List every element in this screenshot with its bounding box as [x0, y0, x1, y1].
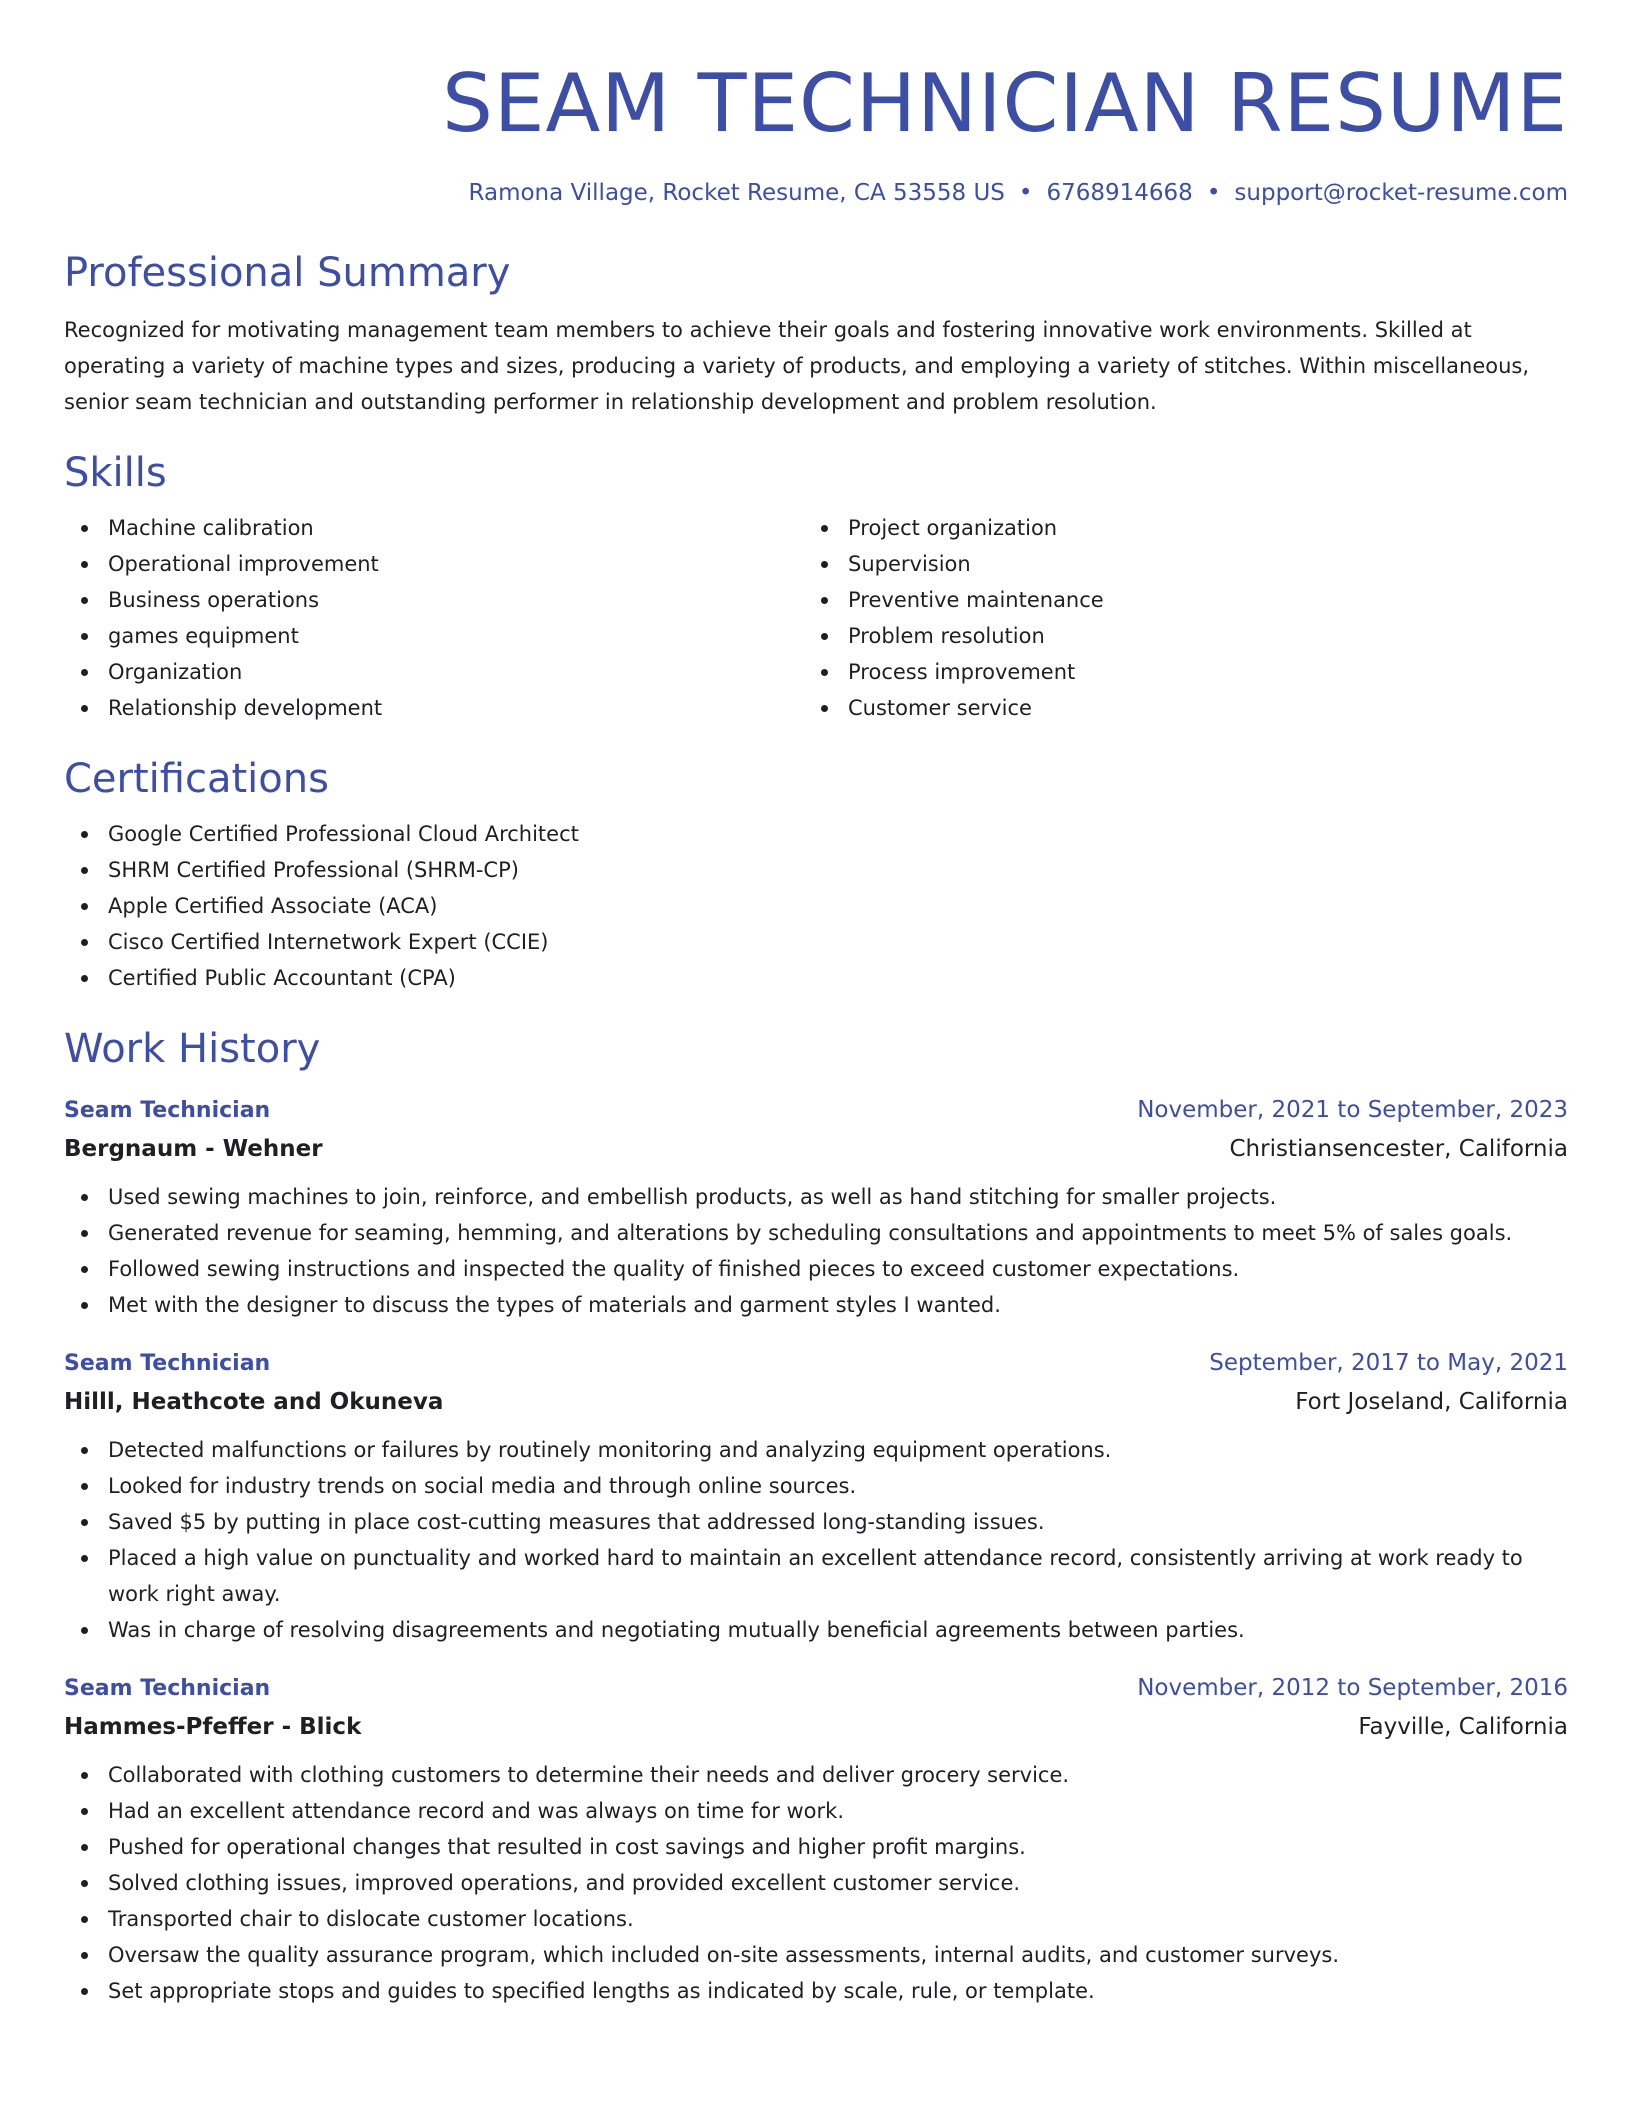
skill-item: Business operations: [64, 582, 804, 618]
job-entry: [64, 1092, 1568, 1323]
skill-item: Operational improvement: [64, 546, 804, 582]
contact-separator: •: [1206, 180, 1221, 206]
skill-item: Project organization: [804, 510, 1568, 546]
skill-item: games equipment: [64, 618, 804, 654]
job-company-row: [64, 1382, 1568, 1422]
work-history-heading: Work History: [64, 1026, 321, 1072]
professional-summary-section: [64, 248, 1568, 420]
job-location: Christiansencester, California: [1229, 1136, 1568, 1162]
skill-item: Supervision: [804, 546, 1568, 582]
job-duty: Looked for industry trends on social media and through online sources.: [64, 1468, 1568, 1504]
certifications-list: [64, 816, 1568, 996]
resume-header: [64, 56, 1568, 208]
resume-title: SEAM TECHNICIAN RESUME: [442, 57, 1568, 150]
job-duty: Placed a high value on punctuality and worked hard to maintain an excellent attendance record, consistently arriving at work ready to work right away.: [64, 1540, 1568, 1612]
job-title-row: [64, 1670, 1568, 1707]
skill-item: Process improvement: [804, 654, 1568, 690]
job-location: Fayville, California: [1358, 1714, 1568, 1740]
job-location: Fort Joseland, California: [1295, 1389, 1568, 1415]
job-title: Seam Technician: [64, 1676, 271, 1701]
contact-email[interactable]: support@rocket-resume.com: [1234, 180, 1568, 206]
skills-section: [64, 448, 1568, 726]
job-duties-list: [64, 1757, 1568, 2009]
job-duty: Met with the designer to discuss the types of materials and garment styles I wanted.: [64, 1287, 1568, 1323]
job-duty: Saved $5 by putting in place cost-cutting measures that addressed long-standing issues.: [64, 1504, 1568, 1540]
job-duty: Generated revenue for seaming, hemming, and alterations by scheduling consultations and appointments to meet 5% of sales goals.: [64, 1215, 1568, 1251]
job-company-row: [64, 1129, 1568, 1169]
certifications-heading: Certifications: [64, 756, 329, 802]
job-entry: [64, 1670, 1568, 2009]
certification-item: Certified Public Accountant (CPA): [64, 960, 1568, 996]
skills-heading: Skills: [64, 450, 167, 496]
job-company-row: [64, 1707, 1568, 1747]
contact-phone[interactable]: 6768914668: [1046, 180, 1193, 206]
job-duty: Solved clothing issues, improved operations, and provided excellent customer service.: [64, 1865, 1568, 1901]
job-company: Hammes-Pfeffer - Blick: [64, 1714, 362, 1740]
skills-grid: [64, 510, 1568, 726]
job-duties-list: [64, 1179, 1568, 1323]
skill-item: Relationship development: [64, 690, 804, 726]
summary-heading: Professional Summary: [64, 250, 511, 296]
skill-item: Customer service: [804, 690, 1568, 726]
job-entry: [64, 1345, 1568, 1648]
skills-list-left: [64, 510, 804, 726]
job-duty: Pushed for operational changes that resulted in cost savings and higher profit margins.: [64, 1829, 1568, 1865]
job-dates: November, 2012 to September, 2016: [1137, 1675, 1568, 1701]
certification-item: Apple Certified Associate (ACA): [64, 888, 1568, 924]
skill-item: Machine calibration: [64, 510, 804, 546]
summary-text: Recognized for motivating management team members to achieve their goals and fostering innovative work environments. Skilled at operating a variety of machine types and sizes, producing a variety of products, and employing a variety of stitches. Within miscellaneous, senior seam technician and outstanding performer in relationship development and problem resolution.: [64, 318, 1530, 414]
job-duty: Detected malfunctions or failures by routinely monitoring and analyzing equipment operations.: [64, 1432, 1568, 1468]
job-duty: Set appropriate stops and guides to specified lengths as indicated by scale, rule, or template.: [64, 1973, 1568, 2009]
job-duty: Transported chair to dislocate customer locations.: [64, 1901, 1568, 1937]
contact-address: Ramona Village, Rocket Resume, CA 53558 US: [468, 180, 1005, 206]
skill-item: Preventive maintenance: [804, 582, 1568, 618]
certifications-section: [64, 754, 1568, 996]
contact-line: [64, 178, 1568, 208]
job-duty: Collaborated with clothing customers to determine their needs and deliver grocery service.: [64, 1757, 1568, 1793]
job-duty: Followed sewing instructions and inspected the quality of finished pieces to exceed customer expectations.: [64, 1251, 1568, 1287]
job-title-row: [64, 1345, 1568, 1382]
job-duties-list: [64, 1432, 1568, 1648]
job-title: Seam Technician: [64, 1098, 271, 1123]
work-history-section: [64, 1024, 1568, 2009]
job-company: Bergnaum - Wehner: [64, 1136, 323, 1162]
job-company: Hilll, Heathcote and Okuneva: [64, 1389, 444, 1415]
job-duty: Used sewing machines to join, reinforce, and embellish products, as well as hand stitching for smaller projects.: [64, 1179, 1568, 1215]
job-title: Seam Technician: [64, 1351, 271, 1376]
job-duty: Oversaw the quality assurance program, which included on-site assessments, internal audits, and customer surveys.: [64, 1937, 1568, 1973]
skill-item: Problem resolution: [804, 618, 1568, 654]
job-duty: Had an excellent attendance record and was always on time for work.: [64, 1793, 1568, 1829]
certification-item: Cisco Certified Internetwork Expert (CCIE): [64, 924, 1568, 960]
job-title-row: [64, 1092, 1568, 1129]
job-dates: September, 2017 to May, 2021: [1209, 1350, 1568, 1376]
certification-item: Google Certified Professional Cloud Architect: [64, 816, 1568, 852]
skills-list-right: [804, 510, 1568, 726]
skill-item: Organization: [64, 654, 804, 690]
job-duty: Was in charge of resolving disagreements and negotiating mutually beneficial agreements between parties.: [64, 1612, 1568, 1648]
contact-separator: •: [1018, 180, 1033, 206]
job-dates: November, 2021 to September, 2023: [1137, 1097, 1568, 1123]
certification-item: SHRM Certified Professional (SHRM-CP): [64, 852, 1568, 888]
